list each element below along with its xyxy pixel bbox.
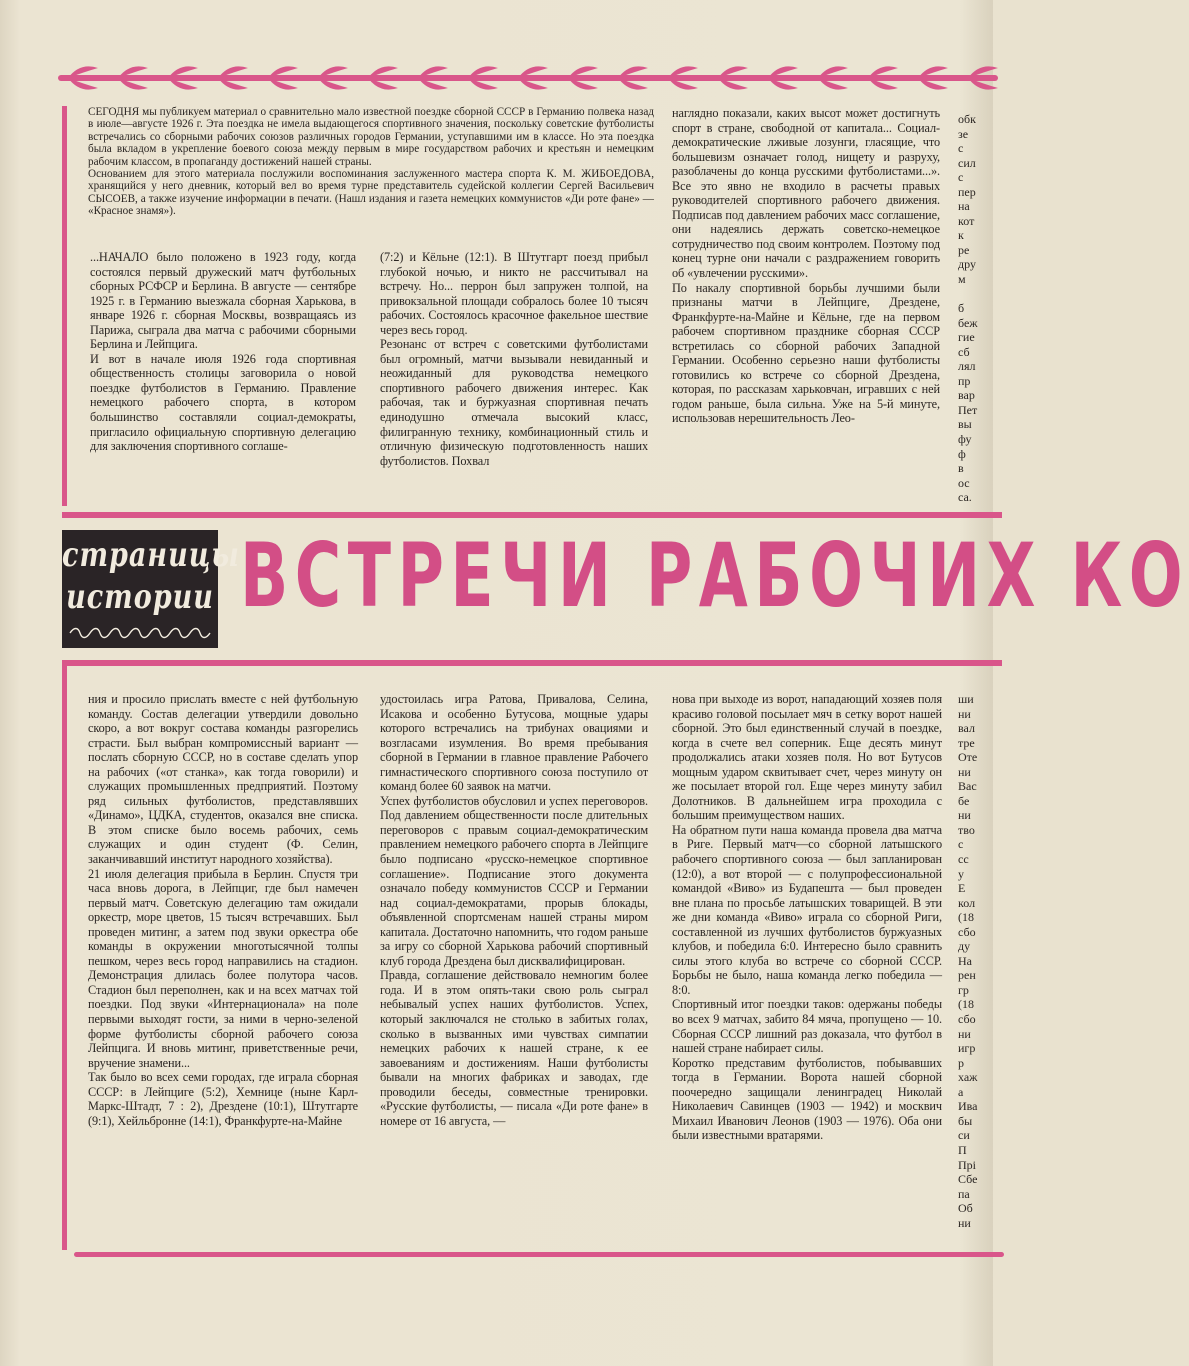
rubric-ornament: [68, 626, 212, 640]
article-column-top-2: (7:2) и Кёльне (12:1). В Штутгарт поезд прибыл глубокой ночью, и никто не рассчитывал на встречу. Но... перрон был запружен толпой, на привокзальной площади собралось более 10 тысяч рабочих. Состоялось красочное факельное шествие через весь город. Резонанс от встреч с советскими футболистами был огромный, матчи вызывали невиданный и неожиданный для руководства немецкого спортивного рабочего движения интерес. Как рабочая, так и буржуазная спортивная печать единодушно отмечала высокий класс, филигранную технику, комбинационный стиль и отличную физическую подготовленность наших футболистов. Похвал: [380, 250, 648, 468]
rubric-box: [62, 530, 240, 648]
left-frame-upper: [62, 106, 67, 506]
cut-off-column-bottom: ши ни вал тре Оте ни Вас бе ни тво с сс у Е кол (18 сбо ду На рен гр (18 сбо ни игр р хаж а Ива бы си П Прі Сбе па Об ни: [958, 692, 978, 1230]
headline: ВСТРЕЧИ РАБОЧИХ КО: [240, 524, 1189, 627]
rubric-line-2: истории: [66, 578, 214, 617]
article-column-top-3: наглядно показали, каких высот может достигнуть спорт в стране, свободной от капитала... Социал-демократические лживые лозунги, гласящие, что большевизм означает голод, нищету и разруху, разоблачены до конца русскими футболистами...». Все это явно не входило в расчеты правых руководителей спортивного рабочего движения. Подписав под давлением рабочих масс соглашение, они надеялись держать советско-немецкое сотрудничество под своим контролем. Поэтому под конец турне они начали с раздражением говорить об «увлечении русскими». По накалу спортивной борьбы лучшими были признаны матчи в Лейпциге, Дрездене, Франкфурте-на-Майне и Кёльне, где на первом рабочем спортивном празднике сборная СССР встретилась со сборной рабочих Западной Германии. Особенно серьезно наши футболисты готовились ко встрече со сборной Дрездена, которая, по рассказам харьковчан, игравших с ней годом раньше, была сильна. Уже на 5-й минуте, использовав нерешительность Лео-: [672, 106, 940, 426]
article-column-bottom-2: удостоилась игра Ратова, Привалова, Селина, Исакова и особенно Бутусова, мощные удары которого встречались на трибунах овациями и возгласами изумления. Во время пребывания сборной в Германии в главное правление Рабочего гимнастического спортивного союза поступило от команд более 60 заявок на матчи. Успех футболистов обусловил и успех переговоров. Под давлением общественности после длительных переговоров с правым социал-демократическим правлением немецкого рабочего спорта в Лейпциге было подписано «русско-немецкое спортивное соглашение». Подписание этого документа означало победу коммунистов СССР и Германии над социал-демократами, прорыв блокады, объявленной спортсменам нашей страны миром капитала. Достаточно напомнить, что годом раньше за игру со сборной Харькова рабочий спортивный клуб города Дрездена был дисквалифицирован. Правда, соглашение действовало немногим более года. И в этом опять-таки свою роль сыграл небывалый успех наших футболистов. Успех, который заключался не столько в забитых голах, сколько в вызванных ими чувствах симпатии немецких рабочих к нашей стране, к ее завоеваниям и достижениям. Наши футболисты бывали на многих фабриках и заводах, где проводили беседы, совместные тренировки. «Русские футболисты, — писала «Ди роте фане» в номере от 16 августа, —: [380, 692, 648, 1128]
headline-rule-top: [62, 512, 1002, 518]
article-column-bottom-3: нова при выходе из ворот, нападающий хозяев поля красиво головой посылает мяч в сетку ворот нашей сборной. Это был единственный случай в поездке, когда в счете вел соперник. Еще десять минут продолжались атаки хозяев поля. Но вот Бутусов мощным ударом сквитывает счет, через минуту он же посылает второй гол. Еще через минуту забил Долотников. В дальнейшем игра проходила с большим преимуществом наших. На обратном пути наша команда провела два матча в Риге. Первый матч—со сборной латышского рабочего спортивного союза — был запланирован (12:0), а вот второй — с полупрофессиональной командой «Виво» из Будапешта — был проведен вне плана по просьбе латышских товарищей. В эти же дни команда «Виво» играла со сборной Риги, составленной из лучших футболистов буржуазных клубов, и победила 6:0. Интересно было сравнить силы этого клуба во встрече со сборной СССР. Борьбы не было, наша команда легко победила — 8:0. Спортивный итог поездки таков: одержаны победы во всех 9 матчах, забито 84 мяча, пропущено — 10. Сборная СССР лишний раз доказала, что футбол в нашей стране набирает силы. Коротко представим футболистов, побывавших тогда в Германии. Ворота нашей сборной поочередно защищали ленинградец Николай Николаевич Савинцев (1903 — 1942) и москвич Михаил Иванович Леонов (1903 — 1976). Оба они были известными вратарями.: [672, 692, 942, 1143]
headline-rule-bottom: [62, 660, 1002, 666]
article-column-top-1: ...НАЧАЛО было положено в 1923 году, когда состоялся первый дружеский матч футбольных сборных РСФСР и Берлина. В августе — сентябре 1925 г. в Германию выезжала сборная Харькова, в январе 1926 г. сборная Москвы, возвращаясь из Парижа, сыграла два матча с рабочими сборными Берлина и Лейпцига. И вот в начале июля 1926 года спортивная общественность столицы заговорила о новой поездке футболистов в Германию. Правление немецкого рабочего спорта, в котором большинство составляли социал-демократы, пригласило официальную спортивную делегацию для заключения спортивного соглаше-: [90, 250, 356, 454]
cut-off-column-top: обк зе с сил с пер на кот к ре дру м б беж гие сб лял пр вар Пет вы фу ф в ос са.: [958, 112, 978, 505]
leaf-ornament-border: [58, 60, 998, 98]
bottom-frame-line: [74, 1252, 1004, 1257]
left-frame-lower: [62, 660, 67, 1250]
article-column-bottom-1: ния и просило прислать вместе с ней футбольную команду. Состав делегации утвердили довольно скоро, а вот вокруг состава команды разгорелись страсти. Был выбран компромиссный вариант — послать сборную СССР, но в составе сделать упор на рабочих («от станка», как тогда говорили) и служащих промышленных предприятий. Поэтому ряд сильных футболистов, представлявших «Динамо», ЦДКА, студентов, оказался вне списка. В этом списке было восемь рабочих, семь служащих и один студент (Ф. Селин, заканчивавший институт народного хозяйства). 21 июля делегация прибыла в Берлин. Спустя три часа вновь дорога, в Лейпциг, где был намечен первый матч. Советскую делегацию там ожидали оркестр, море цветов, 15 тысяч встречавших. Был проведен митинг, а затем под звуки оркестра обе команды в окружении многотысячной толпы пешком, через весь город направились на стадион. Демонстрация длилась более полутора часов. Стадион был переполнен, как и на всех матчах той поездки. Под звуки «Интернационала» на поле первыми выходят гости, за ними в черно-зеленой форме футболисты сборной рабочего союза Лейпцига. И вновь митинг, приветственные речи, вручение знамени... Так было во всех семи городах, где играла сборная СССР: в Лейпциге (5:2), Хемнице (ныне Карл-Маркс-Штадт, 7 : 2), Дрездене (10:1), Штутгарте (9:1), Хейльбронне (14:1), Франкфурте-на-Майне: [88, 692, 358, 1128]
rubric-line-1: страницы: [62, 536, 240, 575]
intro-paragraph: СЕГОДНЯ мы публикуем материал о сравнительно мало известной поездке сборной СССР в Германию полвека назад в июле—августе 1926 г. Эта поездка не имела выдающегося спортивного значения, поскольку советские футболисты встречались со сборными рабочих союзов различных городов Германии, уступавшими им в классе. Но эта поездка была вкладом в укрепление боевого союза между первым в мире государством рабочих и крестьян и немецким рабочим классом, в пропаганду достижений нашей страны. Основанием для этого материала послужили воспоминания заслуженного мастера спорта К. М. ЖИБОЕДОВА, хранящийся у него дневник, который вел во время турне представитель судейской коллегии Сергей Васильевич СЫСОЕВ, а также изучение информации в печати. (Нашл издания и газета немецких коммунистов «Ди роте фане» — «Красное знамя»).: [88, 106, 654, 218]
